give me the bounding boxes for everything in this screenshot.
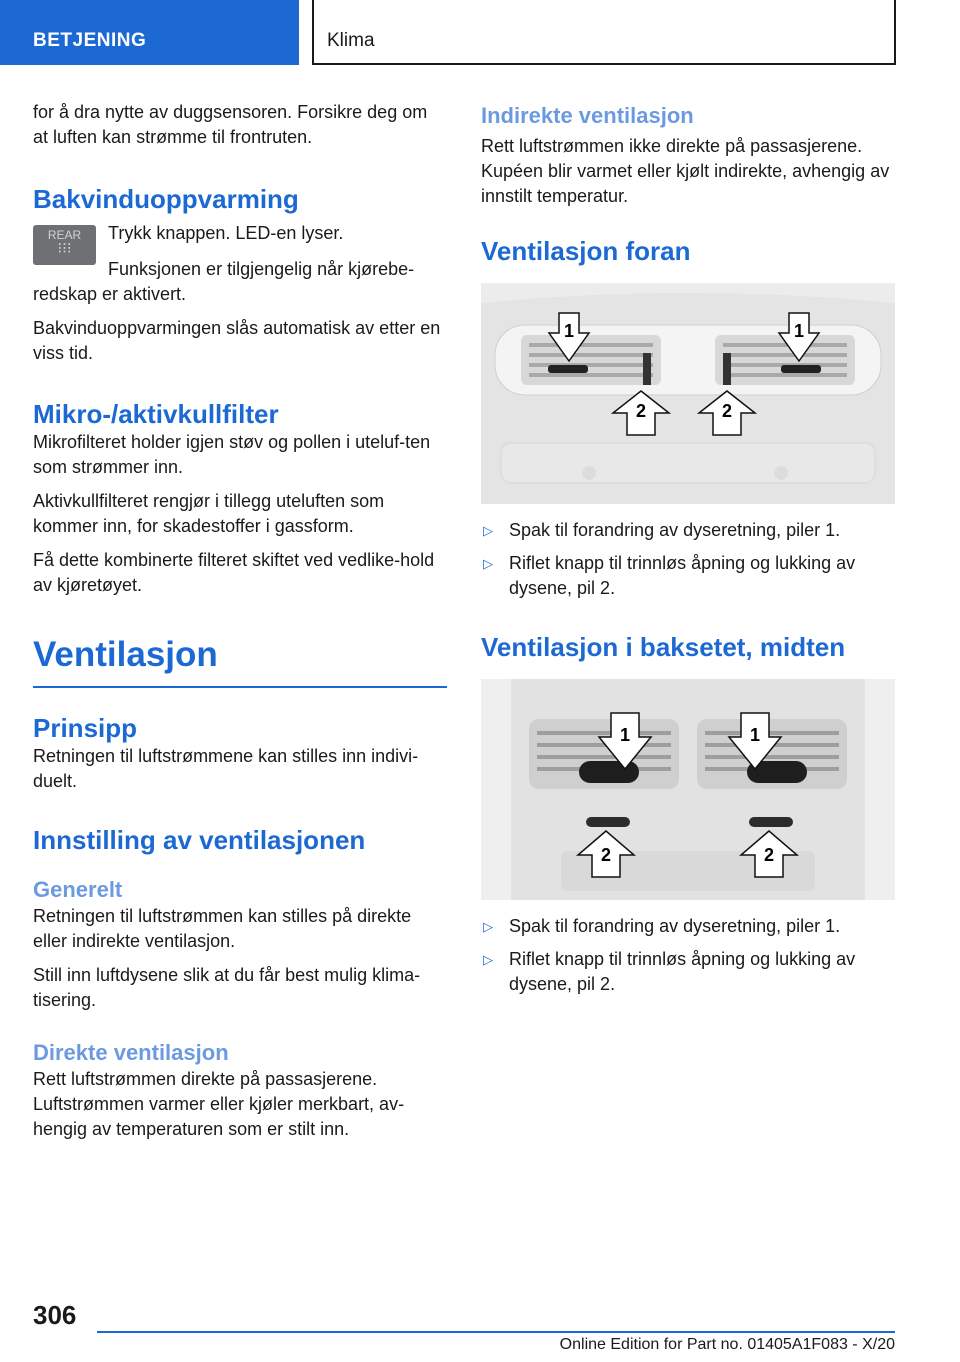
section-tab: BETJENING — [0, 0, 299, 65]
rear-bullet-list — [481, 914, 895, 997]
rear-vents-illustration — [481, 679, 895, 900]
heading-principle: Prinsipp — [33, 713, 138, 743]
front-bullet-2: ▷ Riflet knapp til trinnløs åpning og lukking av dysene, pil 2. — [481, 551, 895, 601]
indirect-text: Rett luftstrømmen ikke direkte på passasjerene. Kupéen blir varmet eller kjølt indirekte, avhengig av innstilt temperatur. — [481, 136, 890, 206]
rear-defrost-p2: Funksjonen er tilgjengelig når kjørebe-redskap er aktivert. — [33, 259, 415, 304]
front-bullet-list — [481, 518, 895, 601]
rear-label-1-left: 1 — [619, 725, 631, 745]
heading-setting: Innstilling av ventilasjonen — [33, 825, 366, 855]
label-2-right: 2 — [721, 401, 733, 421]
rear-bullet-1: ▷ Spak til forandring av dyseretning, piler 1. — [481, 914, 895, 939]
heading-filter: Mikro-/aktivkullfilter — [33, 399, 279, 429]
general-p2: Still inn luftdysene slik at du får best mulig klima-tisering. — [33, 965, 421, 1010]
heading-rear-defrost: Bakvinduoppvarming — [33, 184, 299, 214]
rear-label-2-right: 2 — [763, 845, 775, 865]
footer-edition: Online Edition for Part no. 01405A1F083 - X/20 — [559, 1336, 895, 1353]
heading-ventilation: Ventilasjon — [33, 635, 218, 674]
heading-rear-ventilation: Ventilasjon i baksetet, midten — [481, 632, 846, 662]
general-p1: Retningen til luftstrømmen kan stilles på direkte eller indirekte ventilasjon. — [33, 906, 412, 951]
heading-direct: Direkte ventilasjon — [33, 1040, 229, 1065]
label-1-left: 1 — [563, 321, 575, 341]
filter-p1: Mikrofilteret holder igjen støv og pollen i uteluf-ten som strømmer inn. — [33, 432, 431, 477]
filter-p2: Aktivkullfilteret rengjør i tillegg uteluften som kommer inn, for skadestoffer i gassform. — [33, 491, 385, 536]
rear-defrost-p3: Bakvinduoppvarmingen slås automatisk av etter en viss tid. — [33, 318, 441, 363]
rear-defrost-p1: Trykk knappen. LED-en lyser. — [108, 223, 344, 243]
filter-p3: Få dette kombinerte filteret skiftet ved vedlike-hold av kjøretøyet. — [33, 550, 435, 595]
heading-general: Generelt — [33, 877, 123, 902]
intro-paragraph: for å dra nytte av duggsensoren. Forsikre deg om at luften kan strømme til frontruten. — [33, 102, 428, 147]
rear-button-label: REAR — [47, 228, 82, 242]
triangle-bullet-icon: ▷ — [483, 523, 493, 538]
rear-bullet-2: ▷ Riflet knapp til trinnløs åpning og lukking av dysene, pil 2. — [481, 947, 895, 997]
defrost-wave-icon: ⁝⁝⁝ — [57, 240, 72, 257]
triangle-bullet-icon: ▷ — [483, 556, 493, 571]
footer-rule — [97, 1331, 895, 1333]
left-column — [33, 100, 447, 1151]
right-column — [481, 100, 895, 1005]
principle-text: Retningen til luftstrømmene kan stilles inn indivi-duelt. — [33, 746, 419, 791]
triangle-bullet-icon: ▷ — [483, 952, 493, 967]
rear-label-2-left: 2 — [600, 845, 612, 865]
ventilation-rule — [33, 686, 447, 688]
page-number: 306 — [33, 1300, 77, 1330]
direct-text: Rett luftstrømmen direkte på passasjerene. Luftstrømmen varmer eller kjøler merkbart, av-hengig av temperaturen som er stilt inn. — [33, 1069, 405, 1139]
heading-indirect: Indirekte ventilasjon — [481, 103, 694, 128]
label-1-right: 1 — [793, 321, 805, 341]
rear-defrost-button-icon — [33, 225, 96, 265]
chapter-title: Klima — [312, 0, 896, 65]
label-2-left: 2 — [635, 401, 647, 421]
front-vents-illustration — [481, 283, 895, 504]
triangle-bullet-icon: ▷ — [483, 919, 493, 934]
front-bullet-1: ▷ Spak til forandring av dyseretning, piler 1. — [481, 518, 895, 543]
rear-label-1-right: 1 — [749, 725, 761, 745]
heading-front-ventilation: Ventilasjon foran — [481, 236, 691, 266]
